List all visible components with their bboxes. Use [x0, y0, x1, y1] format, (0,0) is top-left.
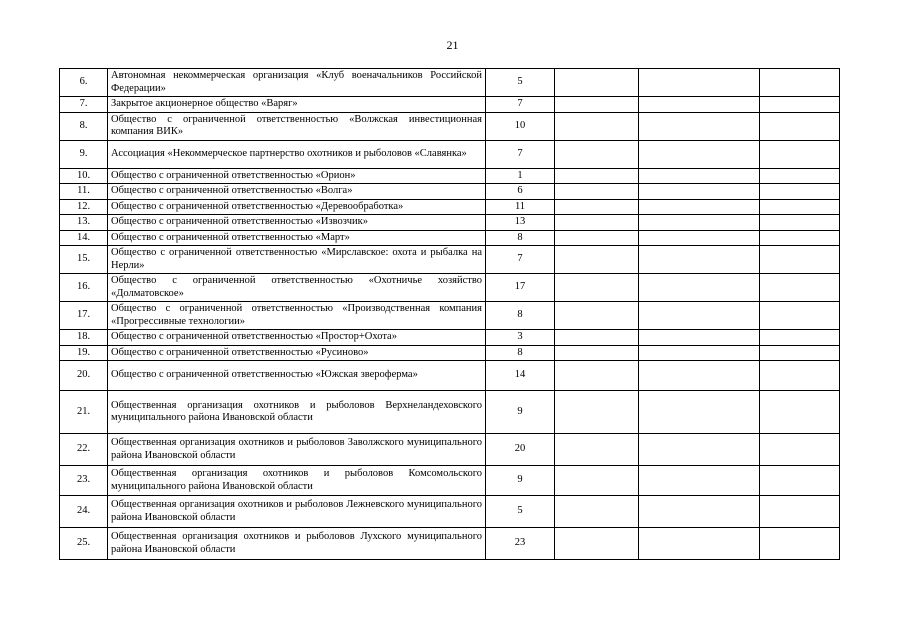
organization-name: Общество с ограниченной ответственностью «Южская звероферма» — [108, 361, 486, 391]
organization-name: Общество с ограниченной ответственностью «Производственная компания «Прогрессивные технологии» — [108, 302, 486, 330]
row-number: 13. — [60, 215, 108, 231]
empty-cell — [555, 199, 639, 215]
empty-cell — [760, 434, 840, 466]
row-count: 8 — [486, 302, 555, 330]
row-number: 15. — [60, 246, 108, 274]
empty-cell — [760, 345, 840, 361]
organization-name: Общество с ограниченной ответственностью «Деревообработка» — [108, 199, 486, 215]
empty-cell — [639, 528, 760, 560]
empty-cell — [555, 69, 639, 97]
row-count: 14 — [486, 361, 555, 391]
row-number: 25. — [60, 528, 108, 560]
organization-name: Ассоциация «Некоммерческое партнерство охотников и рыболовов «Славянка» — [108, 140, 486, 168]
table-row — [60, 434, 840, 466]
table-row — [60, 230, 840, 246]
page-number: 21 — [446, 38, 459, 52]
empty-cell — [555, 215, 639, 231]
empty-cell — [760, 246, 840, 274]
table-row — [60, 69, 840, 97]
table-row — [60, 330, 840, 346]
empty-cell — [639, 168, 760, 184]
organization-name: Общество с ограниченной ответственностью «Орион» — [108, 168, 486, 184]
organization-name: Закрытое акционерное общество «Варяг» — [108, 97, 486, 113]
row-number: 12. — [60, 199, 108, 215]
row-count: 13 — [486, 215, 555, 231]
empty-cell — [639, 140, 760, 168]
table-row — [60, 466, 840, 496]
organization-name: Общество с ограниченной ответственностью «Охотничье хозяйство «Долматовское» — [108, 274, 486, 302]
empty-cell — [555, 112, 639, 140]
empty-cell — [760, 361, 840, 391]
empty-cell — [555, 302, 639, 330]
registry-table — [59, 68, 840, 560]
row-number: 14. — [60, 230, 108, 246]
row-count: 20 — [486, 434, 555, 466]
row-number: 19. — [60, 345, 108, 361]
empty-cell — [639, 274, 760, 302]
row-number: 7. — [60, 97, 108, 113]
empty-cell — [760, 274, 840, 302]
empty-cell — [760, 168, 840, 184]
organization-name: Общество с ограниченной ответственностью «Извозчик» — [108, 215, 486, 231]
row-count: 1 — [486, 168, 555, 184]
empty-cell — [639, 230, 760, 246]
table-row — [60, 199, 840, 215]
organization-name: Общественная организация охотников и рыболовов Лухского муниципального района Ивановской области — [108, 528, 486, 560]
empty-cell — [639, 184, 760, 200]
empty-cell — [760, 496, 840, 528]
organization-name: Общественная организация охотников и рыболовов Комсомольского муниципального района Ивановской области — [108, 466, 486, 496]
table-row — [60, 528, 840, 560]
empty-cell — [760, 69, 840, 97]
empty-cell — [639, 112, 760, 140]
empty-cell — [555, 528, 639, 560]
row-count: 17 — [486, 274, 555, 302]
row-number: 11. — [60, 184, 108, 200]
organization-name: Общество с ограниченной ответственностью «Мирславское: охота и рыбалка на Нерли» — [108, 246, 486, 274]
empty-cell — [639, 246, 760, 274]
organization-name: Общество с ограниченной ответственностью «Русиново» — [108, 345, 486, 361]
table-row — [60, 246, 840, 274]
organization-name: Общественная организация охотников и рыболовов Заволжского муниципального района Ивановской области — [108, 434, 486, 466]
empty-cell — [555, 361, 639, 391]
organization-name: Общество с ограниченной ответственностью «Волжская инвестиционная компания ВИК» — [108, 112, 486, 140]
row-number: 16. — [60, 274, 108, 302]
empty-cell — [639, 215, 760, 231]
empty-cell — [639, 496, 760, 528]
row-count: 7 — [486, 97, 555, 113]
empty-cell — [639, 97, 760, 113]
table-row — [60, 274, 840, 302]
empty-cell — [555, 230, 639, 246]
empty-cell — [555, 434, 639, 466]
empty-cell — [555, 274, 639, 302]
table-row — [60, 97, 840, 113]
empty-cell — [639, 391, 760, 434]
row-count: 9 — [486, 391, 555, 434]
table-row — [60, 140, 840, 168]
row-count: 5 — [486, 496, 555, 528]
row-count: 11 — [486, 199, 555, 215]
empty-cell — [555, 140, 639, 168]
table-row — [60, 302, 840, 330]
empty-cell — [555, 330, 639, 346]
empty-cell — [555, 97, 639, 113]
empty-cell — [555, 345, 639, 361]
organization-name: Общественная организация охотников и рыболовов Лежневского муниципального района Ивановской области — [108, 496, 486, 528]
row-number: 18. — [60, 330, 108, 346]
row-number: 22. — [60, 434, 108, 466]
table-row — [60, 215, 840, 231]
empty-cell — [639, 434, 760, 466]
table-row — [60, 391, 840, 434]
row-number: 6. — [60, 69, 108, 97]
row-number: 24. — [60, 496, 108, 528]
empty-cell — [760, 140, 840, 168]
row-count: 5 — [486, 69, 555, 97]
row-count: 10 — [486, 112, 555, 140]
row-count: 9 — [486, 466, 555, 496]
empty-cell — [639, 466, 760, 496]
empty-cell — [760, 184, 840, 200]
empty-cell — [555, 466, 639, 496]
empty-cell — [639, 69, 760, 97]
empty-cell — [639, 345, 760, 361]
row-number: 17. — [60, 302, 108, 330]
empty-cell — [555, 496, 639, 528]
row-number: 20. — [60, 361, 108, 391]
table-row — [60, 345, 840, 361]
empty-cell — [760, 330, 840, 346]
empty-cell — [760, 302, 840, 330]
empty-cell — [555, 184, 639, 200]
row-count: 7 — [486, 140, 555, 168]
table-row — [60, 496, 840, 528]
empty-cell — [760, 466, 840, 496]
row-count: 8 — [486, 230, 555, 246]
empty-cell — [760, 391, 840, 434]
organization-name: Общество с ограниченной ответственностью «Волга» — [108, 184, 486, 200]
empty-cell — [555, 168, 639, 184]
row-count: 7 — [486, 246, 555, 274]
table-row — [60, 184, 840, 200]
table-row — [60, 361, 840, 391]
row-number: 23. — [60, 466, 108, 496]
empty-cell — [555, 246, 639, 274]
row-count: 23 — [486, 528, 555, 560]
empty-cell — [760, 230, 840, 246]
row-number: 8. — [60, 112, 108, 140]
empty-cell — [760, 528, 840, 560]
table-row — [60, 168, 840, 184]
empty-cell — [639, 302, 760, 330]
empty-cell — [639, 361, 760, 391]
table-row — [60, 112, 840, 140]
empty-cell — [639, 199, 760, 215]
row-number: 10. — [60, 168, 108, 184]
empty-cell — [555, 391, 639, 434]
row-count: 8 — [486, 345, 555, 361]
organization-name: Общество с ограниченной ответственностью «Простор+Охота» — [108, 330, 486, 346]
empty-cell — [760, 215, 840, 231]
organization-name: Автономная некоммерческая организация «Клуб военачальников Российской Федерации» — [108, 69, 486, 97]
empty-cell — [760, 199, 840, 215]
row-number: 21. — [60, 391, 108, 434]
empty-cell — [639, 330, 760, 346]
organization-name: Общественная организация охотников и рыболовов Верхнеландеховского муниципального района Ивановской области — [108, 391, 486, 434]
empty-cell — [760, 112, 840, 140]
row-number: 9. — [60, 140, 108, 168]
empty-cell — [760, 97, 840, 113]
organization-name: Общество с ограниченной ответственностью «Март» — [108, 230, 486, 246]
row-count: 3 — [486, 330, 555, 346]
row-count: 6 — [486, 184, 555, 200]
